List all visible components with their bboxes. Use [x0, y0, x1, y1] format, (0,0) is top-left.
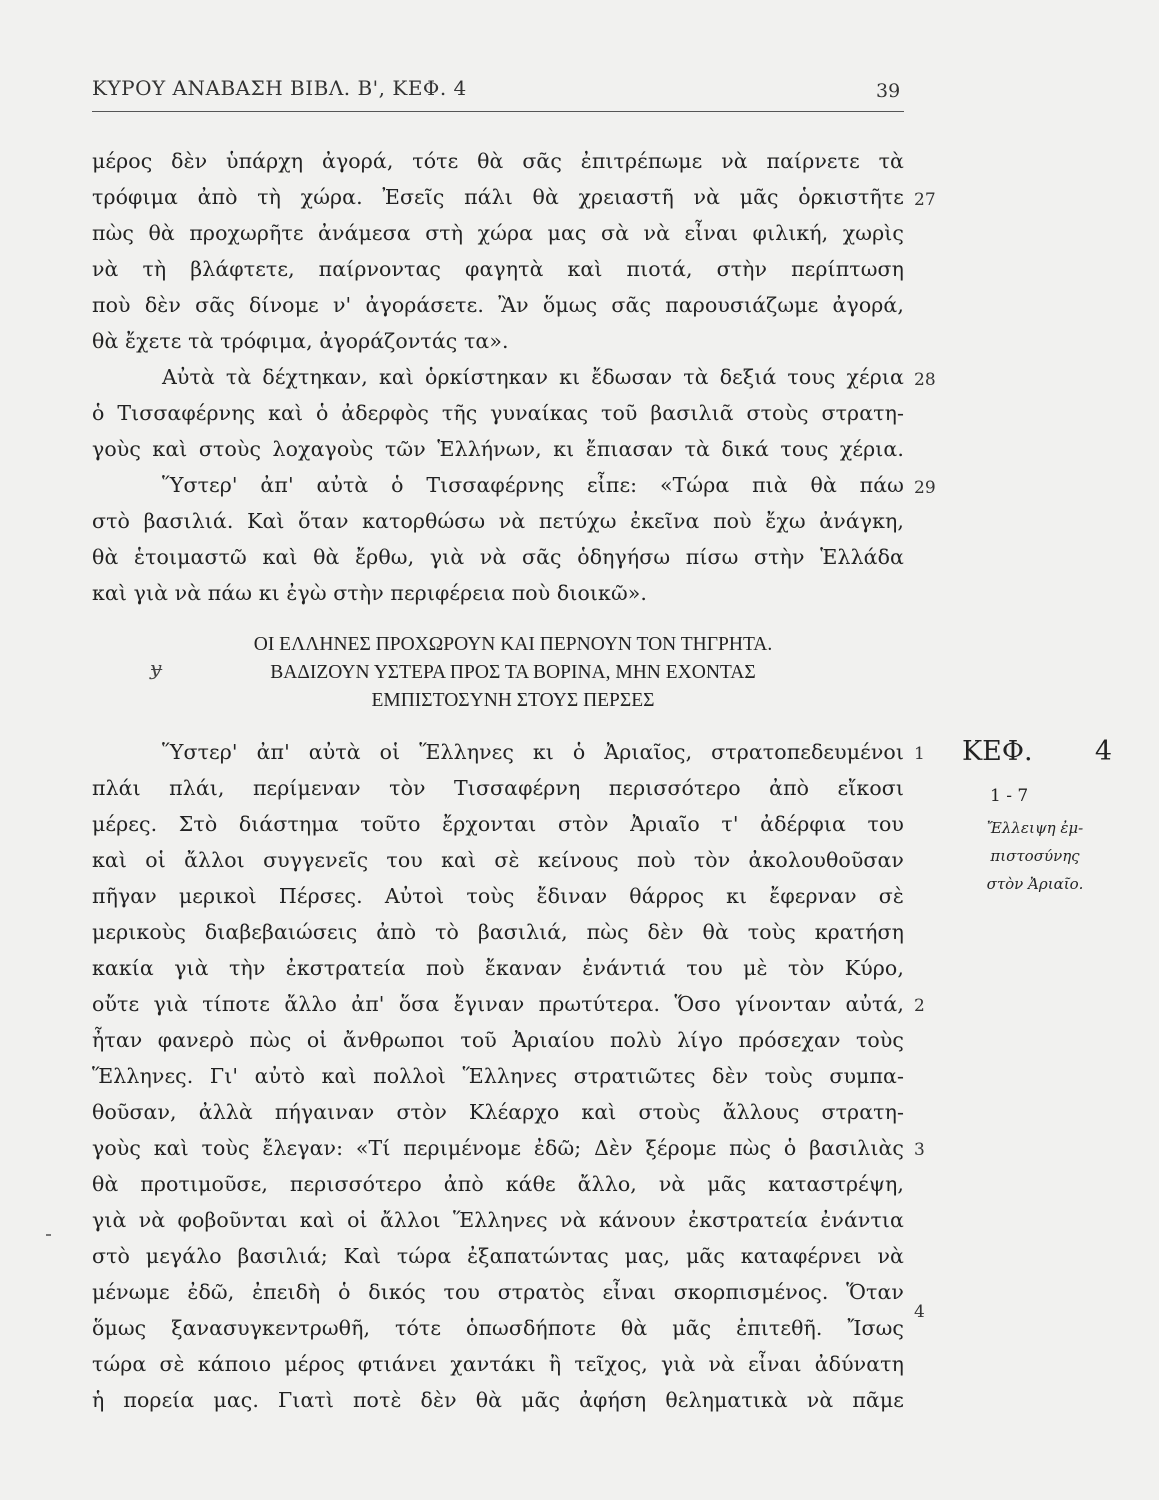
page-number: 39 [876, 80, 901, 102]
running-title: ΚΥΡΟΥ ΑΝΑΒΑΣΗ ΒΙΒΛ. Β', ΚΕΦ. 4 [92, 76, 467, 100]
text-line: μένωμε ἐδῶ, ἐπειδὴ ὁ δικός του στρατὸς εἶναι σκορπισμένος. Ὅταν [92, 1280, 904, 1304]
text-line: πῆγαν μερικοὶ Πέρσες. Αὐτοὶ τοὺς ἔδιναν θάρρος κι ἔφερναν σὲ [92, 884, 904, 908]
text-line: τώρα σὲ κάποιο μέρος φτιάνει χαντάκι ἢ τεῖχος, γιὰ νὰ εἶναι ἀδύνατη [92, 1352, 904, 1376]
text-line: ὅμως ξανασυγκεντρωθῆ, τότε ὁπωσδήποτε θὰ μᾶς ἐπιτεθῆ. Ἴσως [92, 1316, 904, 1340]
text-line: ὁ Τισσαφέρνης καὶ ὁ ἀδερφὸς τῆς γυναίκας τοῦ βασιλιᾶ στοὺς στρατη- [92, 401, 904, 425]
margin-note-line: πιστοσύνης [990, 847, 1080, 865]
text-line: κακία γιὰ τὴν ἐκστρατεία ποὺ ἔκαναν ἐνάντιά του μὲ τὸν Κύρο, [92, 956, 904, 980]
section-number: 27 [914, 190, 936, 210]
section-heading-line: ΕΜΠΙΣΤΟΣΥΝΗ ΣΤΟΥΣ ΠΕΡΣΕΣ [371, 690, 655, 711]
chapter-marker [962, 736, 1112, 767]
text-line: μερικοὺς διαβεβαιώσεις ἀπὸ τὸ βασιλιά, πὼς δὲν θὰ τοὺς κρατήση [92, 920, 904, 944]
text-line: γοὺς καὶ στοὺς λοχαγοὺς τῶν Ἑλλήνων, κι ἔπιασαν τὰ δικά τους χέρια. [92, 437, 904, 461]
text-line: Αὐτὰ τὰ δέχτηκαν, καὶ ὁρκίστηκαν κι ἔδωσαν τὰ δεξιά τους χέρια [162, 365, 904, 389]
section-number: 4 [914, 1302, 925, 1322]
section-heading-line: ΟΙ ΕΛΛΗΝΕΣ ΠΡΟΧΩΡΟΥΝ ΚΑΙ ΠΕΡΝΟΥΝ ΤΟΝ ΤΗΓΡΗΤΑ. [253, 634, 773, 655]
text-line: μέρες. Στὸ διάστημα τοῦτο ἔρχονται στὸν Ἀριαῖο τ' ἀδέρφια του [92, 812, 904, 836]
header-rule [92, 111, 904, 112]
section-heading-line: ΒΑΔΙΖΟΥΝ ΥΣΤΕΡΑ ΠΡΟΣ ΤΑ ΒΟΡΙΝΑ, ΜΗΝ ΕΧΟΝΤΑΣ [270, 662, 756, 683]
text-line: Ὕστερ' ἀπ' αὐτὰ ὁ Τισσαφέρνης εἶπε: «Τώρα πιὰ θὰ πάω [162, 473, 904, 497]
section-number: 2 [914, 996, 925, 1016]
text-line: γιὰ νὰ φοβοῦνται καὶ οἱ ἄλλοι Ἕλληνες νὰ κάνουν ἐκστρατεία ἐνάντια [92, 1208, 904, 1232]
text-line: Ἕλληνες. Γι' αὐτὸ καὶ πολλοὶ Ἕλληνες στρατιῶτες δὲν τοὺς συμπα- [92, 1064, 904, 1088]
chapter-label: ΚΕΦ. [962, 736, 1033, 767]
text-line: ποὺ δὲν σᾶς δίνομε ν' ἀγοράσετε. Ἂν ὅμως σᾶς παρουσιάζωμε ἀγορά, [92, 293, 904, 317]
margin-note-line: στὸν Ἀριαῖο. [986, 875, 1084, 893]
text-line: πὼς θὰ προχωρῆτε ἀνάμεσα στὴ χώρα μας σὰ νὰ εἶναι φιλική, χωρὶς [92, 221, 904, 245]
text-line: στὸ μεγάλο βασιλιά; Καὶ τώρα ἐξαπατώντας μας, μᾶς καταφέρνει νὰ [92, 1244, 904, 1268]
text-line: οὔτε γιὰ τίποτε ἄλλο ἀπ' ὅσα ἔγιναν πρωτύτερα. Ὅσο γίνονταν αὐτά, [92, 992, 904, 1016]
section-range: 1 - 7 [990, 786, 1029, 806]
chapter-number: 4 [1094, 736, 1112, 767]
text-line: θοῦσαν, ἀλλὰ πήγαιναν στὸν Κλέαρχο καὶ στοὺς ἄλλους στρατη- [92, 1100, 904, 1124]
text-line: πλάι πλάι, περίμεναν τὸν Τισσαφέρνη περισσότερο ἀπὸ εἴκοσι [92, 776, 904, 800]
text-line: στὸ βασιλιά. Καὶ ὅταν κατορθώσω νὰ πετύχω ἐκεῖνα ποὺ ἔχω ἀνάγκη, [92, 509, 904, 533]
section-number: 3 [914, 1140, 925, 1160]
section-number: 28 [914, 370, 936, 390]
text-line: ἦταν φανερὸ πὼς οἱ ἄνθρωποι τοῦ Ἀριαίου πολὺ λίγο πρόσεχαν τοὺς [92, 1028, 904, 1052]
text-line: θὰ ἔχετε τὰ τρόφιμα, ἀγοράζοντάς τα». [92, 329, 509, 353]
margin-note-line: Ἔλλειψη ἐμ- [986, 819, 1084, 837]
section-number: 1 [914, 744, 925, 764]
text-line: μέρος δὲν ὑπάρχη ἀγορά, τότε θὰ σᾶς ἐπιτρέπωμε νὰ παίρνετε τὰ [92, 149, 904, 173]
text-line: γοὺς καὶ τοὺς ἔλεγαν: «Τί περιμένομε ἐδῶ; Δὲν ξέρομε πὼς ὁ βασιλιὰς [92, 1136, 904, 1160]
text-line: τρόφιμα ἀπὸ τὴ χώρα. Ἐσεῖς πάλι θὰ χρειαστῆ νὰ μᾶς ὁρκιστῆτε [92, 185, 904, 209]
text-line: Ὕστερ' ἀπ' αὐτὰ οἱ Ἕλληνες κι ὁ Ἀριαῖος, στρατοπεδευμένοι [162, 740, 904, 764]
text-line: θὰ ἑτοιμαστῶ καὶ θὰ ἔρθω, γιὰ νὰ σᾶς ὁδηγήσω πίσω στὴν Ἑλλάδα [92, 545, 904, 569]
section-number: 29 [914, 478, 936, 498]
margin-mark: ɏ [150, 656, 162, 680]
text-line: καὶ οἱ ἄλλοι συγγενεῖς του καὶ σὲ κείνους ποὺ τὸν ἀκολουθοῦσαν [92, 848, 904, 872]
print-speck [46, 1234, 51, 1236]
text-line: νὰ τὴ βλάφτετε, παίρνοντας φαγητὰ καὶ πιοτά, στὴν περίπτωση [92, 257, 904, 281]
text-line: θὰ προτιμοῦσε, περισσότερο ἀπὸ κάθε ἄλλο, νὰ μᾶς καταστρέψη, [92, 1172, 904, 1196]
text-line: ἡ πορεία μας. Γιατὶ ποτὲ δὲν θὰ μᾶς ἀφήση θεληματικὰ νὰ πᾶμε [92, 1388, 904, 1412]
text-line: καὶ γιὰ νὰ πάω κι ἐγὼ στὴν περιφέρεια ποὺ διοικῶ». [92, 581, 648, 605]
